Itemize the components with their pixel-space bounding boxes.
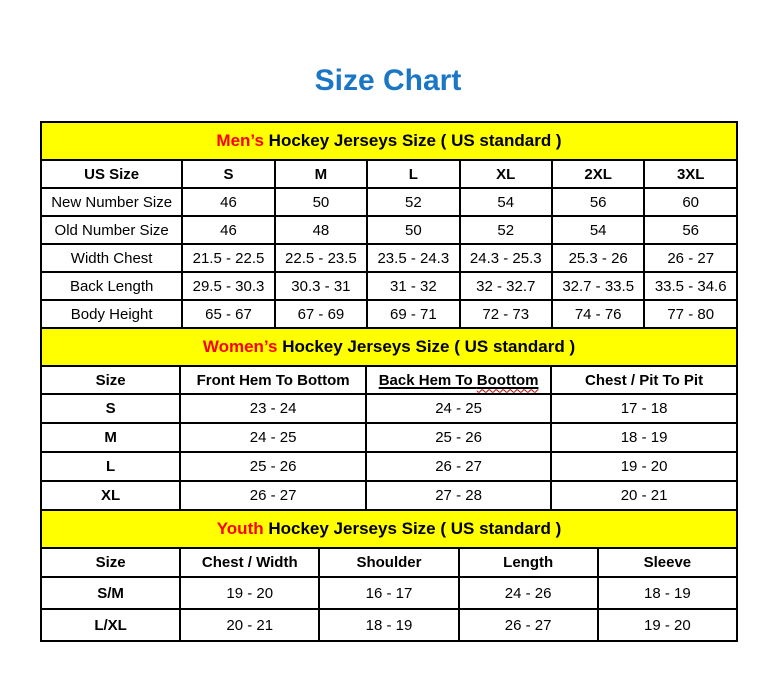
cell: 19 - 20	[180, 577, 319, 609]
cell: 19 - 20	[598, 609, 737, 641]
size-chart	[40, 121, 738, 642]
row-label: Back Length	[41, 272, 182, 300]
cell: 50	[275, 188, 367, 216]
back-hem-misspelled-word: Boottom	[476, 371, 539, 389]
cell: 21.5 - 22.5	[182, 244, 274, 272]
column-header: Shoulder	[319, 548, 458, 577]
cell: 26 - 27	[366, 452, 551, 481]
youth-header-row	[41, 548, 737, 577]
column-header: XL	[460, 160, 552, 188]
cell: 26 - 27	[459, 609, 598, 641]
table-row	[41, 244, 737, 272]
cell: 56	[644, 216, 737, 244]
cell: 46	[182, 188, 274, 216]
row-label: XL	[41, 481, 180, 510]
row-label: S/M	[41, 577, 180, 609]
table-row	[41, 577, 737, 609]
cell: 50	[367, 216, 459, 244]
youth-banner-cell	[41, 510, 737, 548]
cell: 25.3 - 26	[552, 244, 644, 272]
cell: 48	[275, 216, 367, 244]
cell: 19 - 20	[551, 452, 737, 481]
cell: 32 - 32.7	[460, 272, 552, 300]
cell: 23.5 - 24.3	[367, 244, 459, 272]
cell: 56	[552, 188, 644, 216]
column-header: 2XL	[552, 160, 644, 188]
table-row	[41, 300, 737, 328]
column-header: L	[367, 160, 459, 188]
cell: 24 - 25	[180, 423, 366, 452]
cell: 54	[552, 216, 644, 244]
row-label: L/XL	[41, 609, 180, 641]
cell: 27 - 28	[366, 481, 551, 510]
cell: 17 - 18	[551, 394, 737, 423]
cell: 18 - 19	[319, 609, 458, 641]
mens-header-row	[41, 160, 737, 188]
cell: 24 - 25	[366, 394, 551, 423]
cell: 31 - 32	[367, 272, 459, 300]
mens-section-banner	[41, 122, 737, 160]
cell: 18 - 19	[551, 423, 737, 452]
cell: 60	[644, 188, 737, 216]
womens-banner-cell	[41, 328, 737, 366]
womens-header-row	[41, 366, 737, 394]
cell: 77 - 80	[644, 300, 737, 328]
row-label: Old Number Size	[41, 216, 182, 244]
youth-banner-text: Hockey Jerseys Size ( US standard )	[263, 519, 562, 538]
cell: 25 - 26	[366, 423, 551, 452]
row-label: Width Chest	[41, 244, 182, 272]
womens-banner-text: Hockey Jerseys Size ( US standard )	[277, 337, 576, 356]
cell: 23 - 24	[180, 394, 366, 423]
cell: 52	[367, 188, 459, 216]
cell: 26 - 27	[180, 481, 366, 510]
column-header: S	[182, 160, 274, 188]
cell: 26 - 27	[644, 244, 737, 272]
column-header: Sleeve	[598, 548, 737, 577]
column-header: Chest / Pit To Pit	[551, 366, 737, 394]
row-label: Body Height	[41, 300, 182, 328]
cell: 20 - 21	[180, 609, 319, 641]
cell: 33.5 - 34.6	[644, 272, 737, 300]
column-header: US Size	[41, 160, 182, 188]
cell: 54	[460, 188, 552, 216]
cell: 25 - 26	[180, 452, 366, 481]
back-hem-prefix: Back Hem To	[378, 371, 477, 389]
column-header: M	[275, 160, 367, 188]
table-row	[41, 216, 737, 244]
cell: 46	[182, 216, 274, 244]
table-row	[41, 423, 737, 452]
cell: 69 - 71	[367, 300, 459, 328]
table-row	[41, 188, 737, 216]
cell: 24 - 26	[459, 577, 598, 609]
cell: 74 - 76	[552, 300, 644, 328]
youth-size-table	[40, 509, 738, 642]
cell: 16 - 17	[319, 577, 458, 609]
row-label: New Number Size	[41, 188, 182, 216]
table-row	[41, 481, 737, 510]
womens-section-banner	[41, 328, 737, 366]
womens-banner-highlight: Women’s	[202, 337, 278, 356]
cell: 32.7 - 33.5	[552, 272, 644, 300]
womens-size-table	[40, 327, 738, 511]
table-row	[41, 394, 737, 423]
column-header: 3XL	[644, 160, 737, 188]
mens-banner-cell	[41, 122, 737, 160]
cell: 52	[460, 216, 552, 244]
column-header: Chest / Width	[180, 548, 319, 577]
cell: 22.5 - 23.5	[275, 244, 367, 272]
mens-banner-highlight: Men’s	[216, 131, 264, 150]
cell: 29.5 - 30.3	[182, 272, 274, 300]
cell: 72 - 73	[460, 300, 552, 328]
cell: 65 - 67	[182, 300, 274, 328]
column-header: Size	[41, 548, 180, 577]
cell: 20 - 21	[551, 481, 737, 510]
column-header: Size	[41, 366, 180, 394]
column-header: Length	[459, 548, 598, 577]
mens-size-table	[40, 121, 738, 329]
youth-banner-highlight: Youth	[216, 519, 264, 538]
cell: 30.3 - 31	[275, 272, 367, 300]
mens-banner-text: Hockey Jerseys Size ( US standard )	[263, 131, 562, 150]
table-row	[41, 272, 737, 300]
row-label: L	[41, 452, 180, 481]
column-header-back-hem	[366, 366, 551, 394]
page-title: Size Chart	[314, 64, 462, 97]
cell: 18 - 19	[598, 577, 737, 609]
table-row	[41, 609, 737, 641]
row-label: M	[41, 423, 180, 452]
youth-section-banner	[41, 510, 737, 548]
cell: 67 - 69	[275, 300, 367, 328]
row-label: S	[41, 394, 180, 423]
table-row	[41, 452, 737, 481]
column-header: Front Hem To Bottom	[180, 366, 366, 394]
cell: 24.3 - 25.3	[460, 244, 552, 272]
